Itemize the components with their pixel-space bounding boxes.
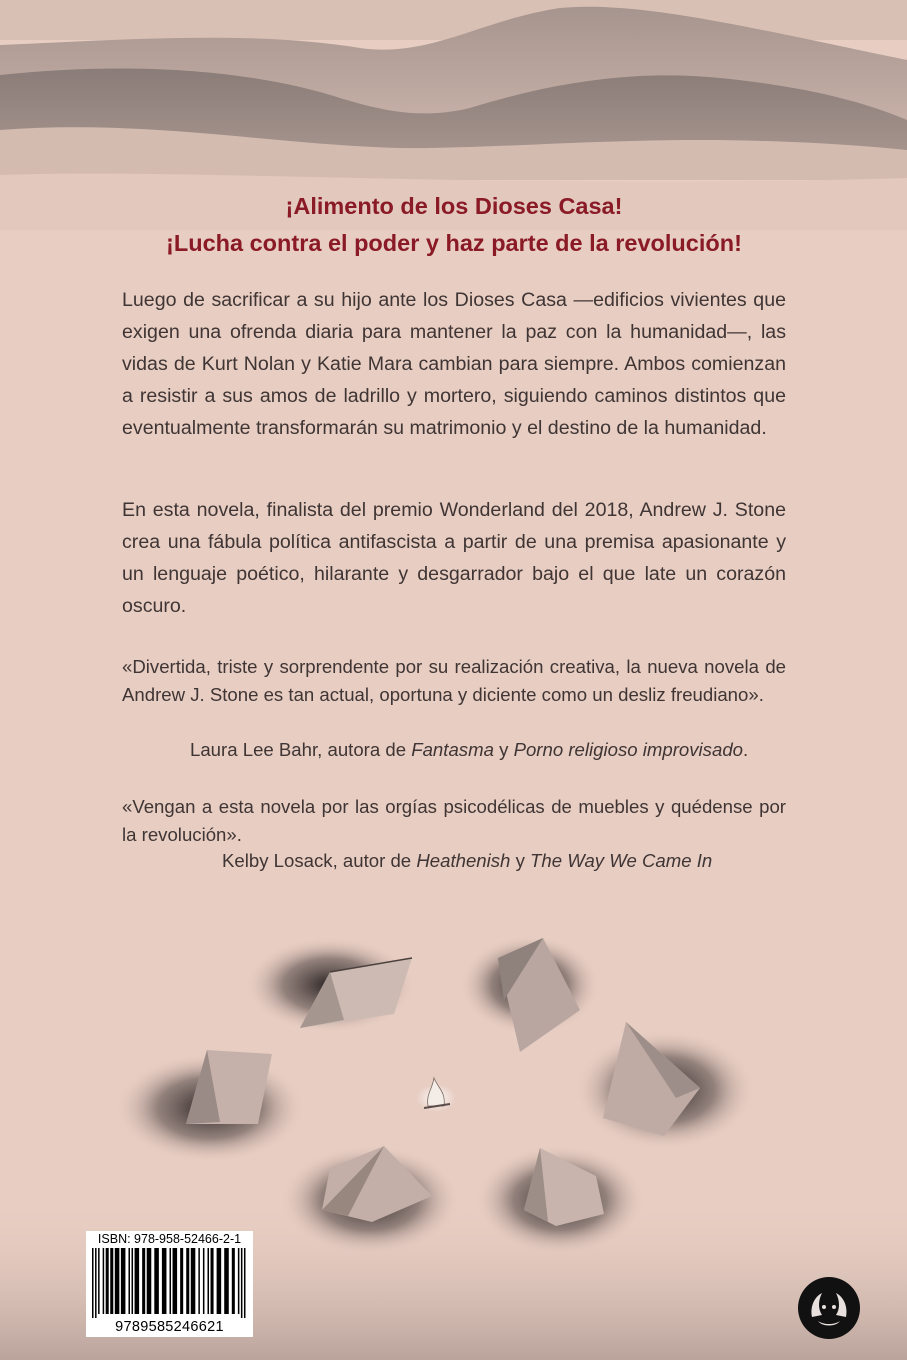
barcode-bar <box>238 1248 240 1314</box>
barcode-bar <box>180 1248 183 1314</box>
headline <box>122 188 786 262</box>
barcode-bar <box>98 1248 100 1314</box>
blurb-work-2b: The Way We Came In <box>530 850 713 871</box>
blurb-author-2: Kelby Losack, autor de <box>222 850 417 871</box>
blurb-work-2a: Heathenish <box>416 850 511 871</box>
barcode-bar <box>224 1248 229 1314</box>
barcode-bars <box>90 1248 249 1318</box>
barcode-bar <box>115 1248 120 1314</box>
blurb-attribution-1 <box>190 736 748 764</box>
barcode-bar <box>244 1248 246 1318</box>
barcode-bar <box>103 1248 105 1314</box>
barcode-bar <box>147 1248 152 1314</box>
blurb-attribution-2 <box>222 847 712 875</box>
barcode-bar <box>191 1248 196 1314</box>
blurb-work-1a: Fantasma <box>411 739 494 760</box>
barcode-bar <box>154 1248 159 1314</box>
barcode-bar <box>92 1248 94 1318</box>
blurb-quote-2: «Vengan a esta novela por las orgías psicodélicas de muebles y quédense por la revolución». <box>122 796 786 845</box>
blurb-joiner-2: y <box>510 850 531 871</box>
barcode-bar <box>142 1248 145 1314</box>
blurb-suffix-1: . <box>743 739 749 760</box>
isbn-barcode <box>86 1231 253 1337</box>
barcode-bar <box>232 1248 235 1314</box>
barcode-bar <box>217 1248 222 1314</box>
barcode-bar <box>170 1248 172 1314</box>
headline-line-2: ¡Lucha contra el poder y haz parte de la revolución! <box>166 230 742 256</box>
synopsis-paragraph-2: En esta novela, finalista del premio Wonderland del 2018, Andrew J. Stone crea una fábula política antifascista a partir de una premisa apasionante y un lenguaje poético, hilarante y desgarrador bajo el que late un corazón oscuro. <box>122 499 786 617</box>
barcode-bar <box>241 1248 243 1318</box>
barcode-bar <box>207 1248 209 1314</box>
ean-digits: 9789585246621 <box>115 1319 224 1335</box>
barcode-bar <box>173 1248 178 1314</box>
barcode-bar <box>106 1248 109 1314</box>
barcode-bar <box>203 1248 205 1314</box>
barcode-bar <box>110 1248 113 1314</box>
blurb-work-1b: Porno religioso improvisado <box>513 739 743 760</box>
barcode-bar <box>162 1248 167 1314</box>
blurb-author-1: Laura Lee Bahr, autora de <box>190 739 412 760</box>
barcode-bar <box>128 1248 130 1314</box>
barcode-bar <box>132 1248 134 1314</box>
synopsis-paragraph-1: Luego de sacrificar a su hijo ante los Dioses Casa —edificios vivientes que exigen una ofrenda diaria para mantener la paz con la humanidad—, las vidas de Kurt Nolan y Katie Mara cambian para siempre. Ambos comienzan a resistir a sus amos de ladrillo y mortero, siguiendo caminos distintos que eventualmente transformarán su matrimonio y el destino de la humanidad. <box>122 289 786 439</box>
barcode-bar <box>186 1248 189 1314</box>
barcode-bar <box>198 1248 200 1314</box>
barcode-bar <box>211 1248 214 1314</box>
blurb-quote-1: «Divertida, triste y sorprendente por su realización creativa, la nueva novela de Andrew J. Stone es tan actual, oportuna y diciente como un desliz freudiano». <box>122 656 786 705</box>
barcode-bar <box>121 1248 126 1314</box>
publisher-logo-icon <box>798 1277 860 1339</box>
barcode-bar <box>95 1248 97 1318</box>
headline-line-1: ¡Alimento de los Dioses Casa! <box>285 193 623 219</box>
barcode-bar <box>135 1248 140 1314</box>
blurb-joiner-1: y <box>493 739 514 760</box>
isbn-label: ISBN: 978-958-52466-2-1 <box>97 1232 242 1246</box>
